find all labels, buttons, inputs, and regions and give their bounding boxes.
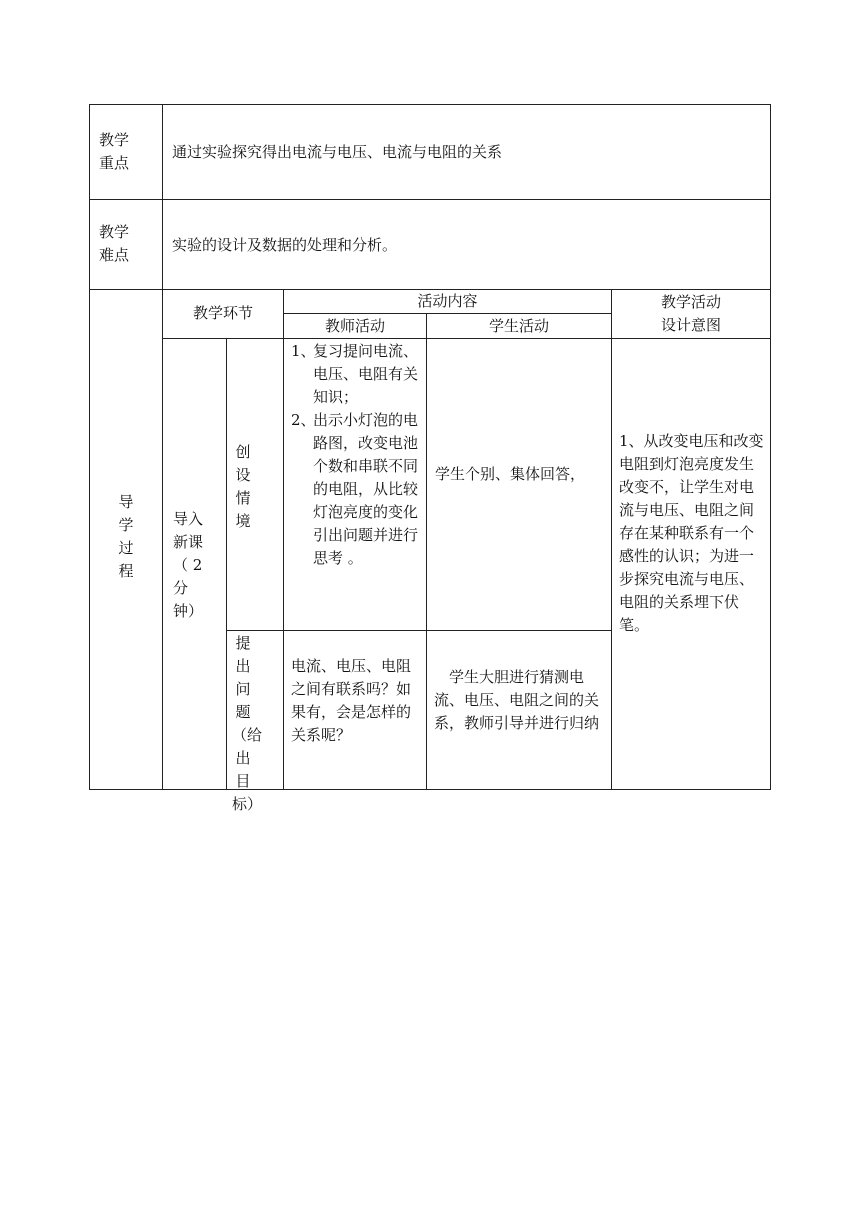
student-activity-header: 学生活动	[488, 317, 549, 335]
key-points-label: 教学 重点	[99, 131, 130, 172]
table-border-left	[89, 104, 90, 790]
list-item-number: 2、	[291, 411, 316, 429]
header-bottom	[162, 338, 771, 339]
key-points-content: 通过实验探究得出电流与电压、电流与电阻的关系	[172, 143, 503, 161]
intent-column-left	[611, 289, 612, 790]
design-intent-text: 1、从改变电压和改变电阻到灯泡亮度发生改变不，让学生对电流与电压、电阻之间存在某种联系有一个感性的认识；为进一步探究电流与电压、电阻的关系埋下伏笔。	[619, 432, 764, 634]
label-column-divider	[162, 104, 163, 790]
table-border-top	[89, 104, 771, 105]
list-item-text: 复习提问电流、电压、电阻有关知识；	[313, 342, 419, 406]
substage-name: 提出问题（给出目标）	[232, 634, 263, 813]
activity-content-header: 活动内容	[417, 292, 478, 310]
student-activity-text: 学生个别、集体回答，	[435, 465, 586, 483]
design-intent-header: 教学活动 设计意图	[660, 293, 721, 334]
difficulties-content: 实验的设计及数据的处理和分析。	[172, 236, 398, 254]
teacher-activity-header: 教师活动	[324, 317, 385, 335]
student-column-left	[426, 313, 427, 790]
student-activity-text: 学生大胆进行猜测电流、电压、电阻之间的关系，教师引导并进行归纳	[434, 668, 600, 732]
row-divider	[89, 199, 771, 200]
teacher-column-left	[283, 289, 284, 790]
list-item	[291, 340, 423, 409]
teacher-activity-text: 电流、电压、电阻之间有联系吗？如果有，会是怎样的关系呢？	[291, 657, 412, 744]
table-border-bottom	[89, 789, 771, 790]
list-item	[291, 409, 423, 570]
list-item-text: 出示小灯泡的电路图，改变电池个数和串联不同的电阻，从比较灯泡亮度的变化引出问题并进行思考 。	[313, 411, 419, 567]
header-subdivider	[283, 313, 611, 314]
list-item-number: 1、	[291, 342, 316, 360]
teacher-activity-list	[291, 340, 423, 570]
substage-name: 创设情境	[235, 443, 251, 530]
stage-name: 导入 新课 （ 2 分 钟）	[173, 510, 204, 620]
process-label: 导学过程	[118, 493, 134, 580]
stage-column-divider	[226, 338, 227, 790]
lesson-plan-table	[89, 104, 771, 813]
stage-header: 教学环节	[192, 304, 253, 322]
table-border-right	[770, 104, 771, 790]
difficulties-label: 教学 难点	[99, 223, 130, 264]
